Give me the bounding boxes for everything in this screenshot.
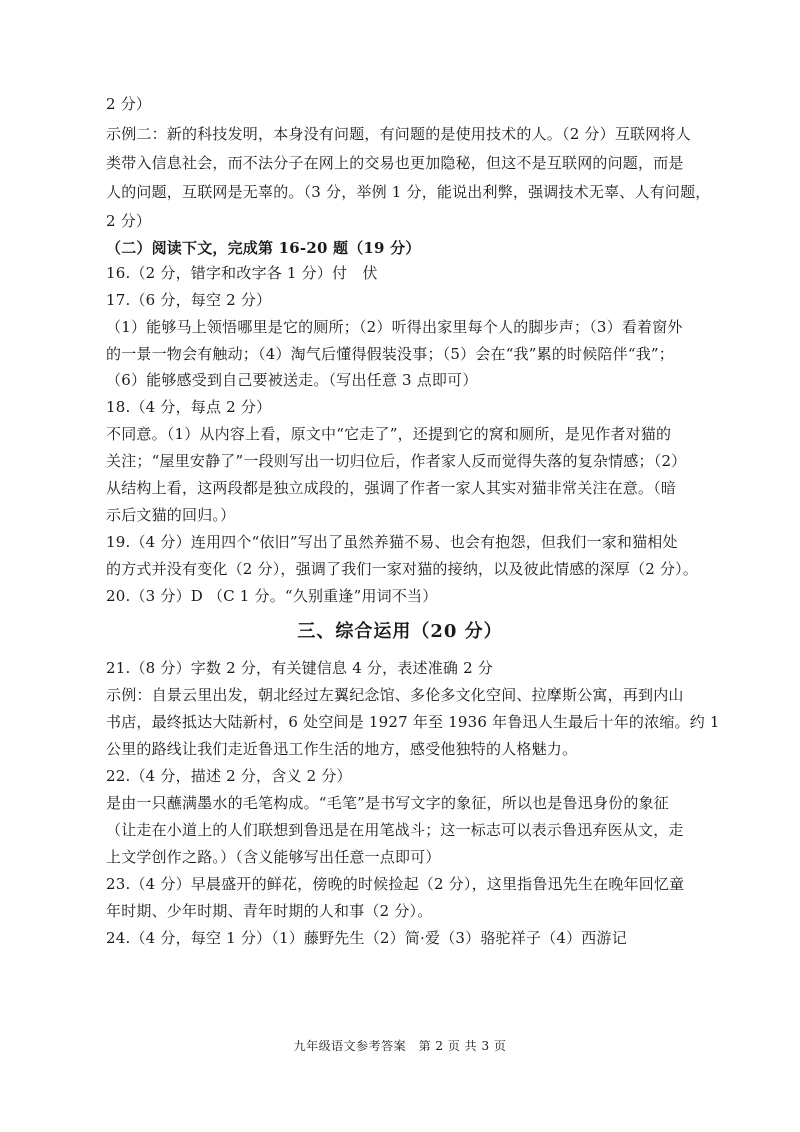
- text-line: 示例二：新的科技发明，本身没有问题，有问题的是使用技术的人。（2 分）互联网将人: [106, 125, 691, 143]
- text-line: 24.（4 分，每空 1 分）（1）藤野先生（2）简·爱（3）骆驼祥子（4）西游记: [106, 929, 627, 947]
- text-line: 人的问题，互联网是无辜的。（3 分，举例 1 分，能说出利弊，强调技术无辜、人有问题，: [106, 183, 711, 201]
- text-line: 19.（4 分）连用四个“依旧”写出了虽然养猫不易、也会有抱怨，但我们一家和猫相处: [106, 533, 678, 551]
- subsection-heading: （二）阅读下文，完成第 16-20 题（19 分）: [106, 239, 421, 257]
- text-line: 2 分）: [106, 212, 152, 230]
- text-line: 示例：自景云里出发，朝北经过左翼纪念馆、多伦多文化空间、拉摩斯公寓，再到内山: [106, 686, 684, 704]
- text-line: 年时期、少年时期、青年时期的人和事（2 分）。: [106, 902, 433, 920]
- page-footer: 九年级语文参考答案 第 2 页 共 3 页: [293, 1039, 507, 1053]
- text-line: 的一景一物会有触动；（4）淘气后懂得假装没事；（5）会在“我”累的时候陪伴“我”；: [106, 345, 674, 363]
- text-line: 示后文猫的回归。）: [106, 506, 236, 524]
- text-line: 关注；“屋里安静了”一段则写出一切归位后，作者家人反而觉得失落的复杂情感；（2）: [106, 452, 687, 470]
- text-line: 上文学创作之路。）（含义能够写出任意一点即可）: [106, 848, 441, 866]
- text-line: 的方式并没有变化（2 分），强调了我们一家对猫的接纳，以及彼此情感的深厚（2 分）。: [106, 560, 699, 578]
- text-line: 类带入信息社会，而不法分子在网上的交易也更加隐秘，但这不是互联网的问题，而是: [106, 154, 684, 172]
- text-line: （让走在小道上的人们联想到鲁迅是在用笔战斗；这一标志可以表示鲁迅弃医从文，走: [106, 821, 684, 839]
- text-line: 从结构上看，这两段都是独立成段的，强调了作者一家人其实对猫非常关注在意。（暗: [106, 479, 677, 497]
- text-line: 22.（4 分，描述 2 分，含义 2 分）: [106, 767, 352, 785]
- text-line: 17.（6 分，每空 2 分）: [106, 291, 272, 309]
- text-line: （1）能够马上领悟哪里是它的厕所；（2）听得出家里每个人的脚步声；（3）看着窗外: [106, 318, 683, 336]
- text-line: 2 分）: [106, 95, 152, 113]
- text-line: （6）能够感受到自己要被送走。（写出任意 3 点即可）: [106, 371, 478, 389]
- text-line: 21.（8 分）字数 2 分，有关键信息 4 分，表述准确 2 分: [106, 659, 494, 677]
- text-line: 公里的路线让我们走近鲁迅工作生活的地方，感受他独特的人格魅力。: [106, 740, 578, 758]
- text-line: 是由一只蘸满墨水的毛笔构成。“毛笔”是书写文字的象征，所以也是鲁迅身份的象征: [106, 794, 669, 812]
- text-line: 20.（3 分）D （C 1 分。“久别重逢”用词不当）: [106, 587, 438, 605]
- text-line: 23.（4 分）早晨盛开的鲜花，傍晚的时候捡起（2 分），这里指鲁迅先生在晚年回忆童: [106, 875, 685, 893]
- section-title: 三、综合运用（20 分）: [297, 621, 503, 642]
- text-line: 不同意。（1）从内容上看，原文中“它走了”，还提到它的窝和厕所，是见作者对猫的: [106, 425, 672, 443]
- text-line: 16.（2 分，错字和改字各 1 分）付 伏: [106, 264, 378, 282]
- text-line: 18.（4 分，每点 2 分）: [106, 398, 272, 416]
- text-line: 书店，最终抵达大陆新村，6 处空间是 1927 年至 1936 年鲁迅人生最后十年的浓缩。约 1: [106, 713, 720, 731]
